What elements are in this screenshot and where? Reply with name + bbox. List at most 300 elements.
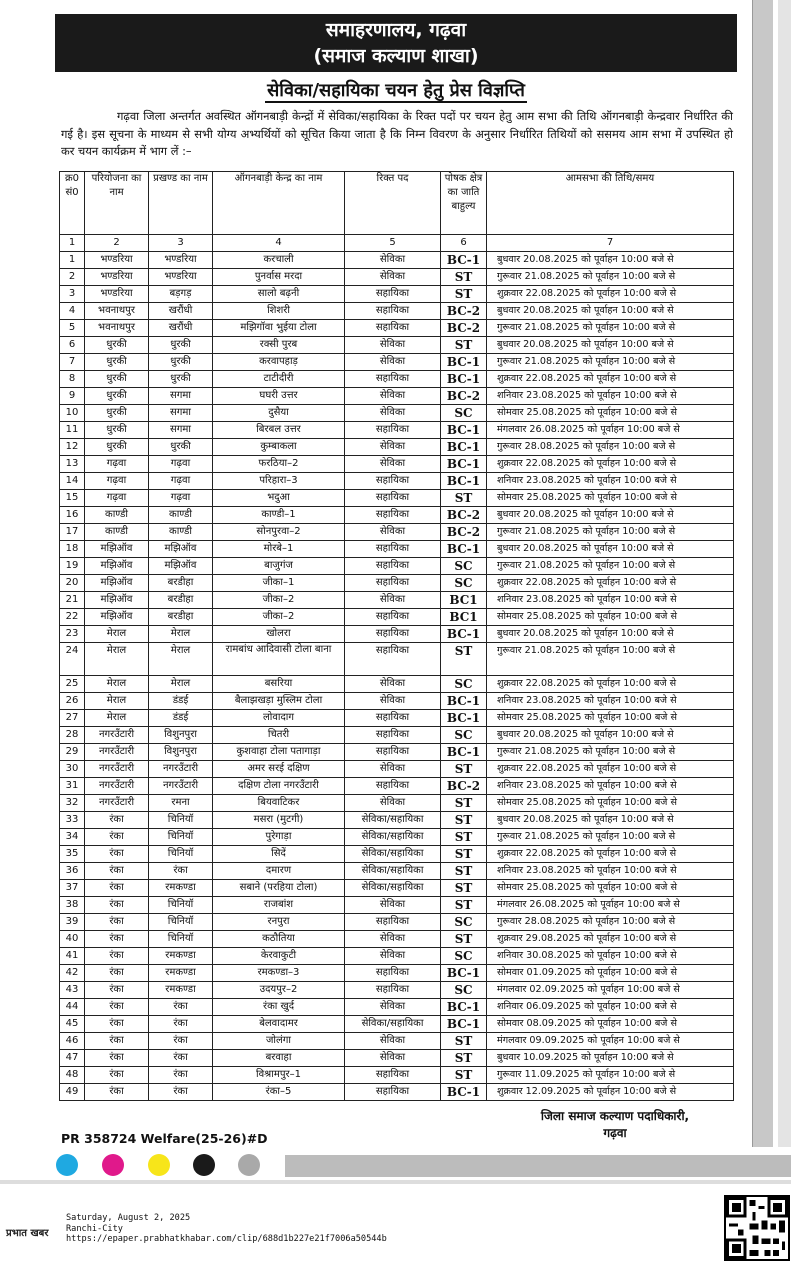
grey-band	[285, 1155, 791, 1177]
serial-number-cell: 1	[60, 252, 85, 269]
serial-number-cell: 3	[60, 286, 85, 303]
centre-name-cell: बाजुगंज	[213, 558, 345, 575]
centre-name-cell: केरवाकुटी	[213, 948, 345, 965]
vacant-post-cell: सेविका	[345, 337, 441, 354]
table-row	[60, 1067, 734, 1084]
project-name-cell: मझिऑव	[85, 592, 149, 609]
caste-category-cell: BC-1	[441, 541, 487, 558]
table-row	[60, 1033, 734, 1050]
caste-category-cell: BC-2	[441, 303, 487, 320]
vacant-post-cell: सेविका	[345, 354, 441, 371]
project-name-cell: काण्डी	[85, 524, 149, 541]
vacant-post-cell: सेविका	[345, 252, 441, 269]
block-name-cell: धुरकी	[149, 439, 213, 456]
meeting-date-cell: शुक्रवार 22.08.2025 को पूर्वाहन 10:00 बजे से	[487, 286, 734, 303]
table-row	[60, 676, 734, 693]
signatory-place: गढ़वा	[603, 1126, 627, 1140]
centre-name-cell: करचाली	[213, 252, 345, 269]
project-name-cell: मझिऑव	[85, 558, 149, 575]
table-row	[60, 320, 734, 337]
vacant-post-cell: सेविका	[345, 795, 441, 812]
block-name-cell: चिनियॉ	[149, 812, 213, 829]
vacant-post-cell: सहायिका	[345, 744, 441, 761]
vacant-post-cell: सहायिका	[345, 541, 441, 558]
table-row	[60, 473, 734, 490]
serial-number-cell: 24	[60, 643, 85, 676]
meeting-date-cell: शनिवार 23.08.2025 को पूर्वाहन 10:00 बजे से	[487, 592, 734, 609]
qr-code-icon[interactable]	[724, 1195, 790, 1261]
block-name-cell: सगमा	[149, 405, 213, 422]
column-number: 3	[149, 235, 213, 252]
vacant-post-cell: सहायिका	[345, 710, 441, 727]
project-name-cell: धुरकी	[85, 405, 149, 422]
meeting-date-cell: सोमवार 25.08.2025 को पूर्वाहन 10:00 बजे से	[487, 609, 734, 626]
meeting-date-cell: शुक्रवार 29.08.2025 को पूर्वाहन 10:00 बजे से	[487, 931, 734, 948]
block-name-cell: नगरउँटारी	[149, 761, 213, 778]
serial-number-cell: 46	[60, 1033, 85, 1050]
serial-number-cell: 38	[60, 897, 85, 914]
caste-category-cell: BC-2	[441, 778, 487, 795]
caste-category-cell: BC-1	[441, 626, 487, 643]
project-name-cell: रंका	[85, 1016, 149, 1033]
project-name-cell: मेराल	[85, 676, 149, 693]
column-header: प्रखण्ड का नाम	[149, 172, 213, 235]
centre-name-cell: दुसैया	[213, 405, 345, 422]
project-name-cell: भण्डरिया	[85, 269, 149, 286]
page-edge-strip	[778, 0, 791, 1147]
project-name-cell: रंका	[85, 863, 149, 880]
project-name-cell: नगरउँटारी	[85, 761, 149, 778]
project-name-cell: रंका	[85, 948, 149, 965]
column-number: 6	[441, 235, 487, 252]
column-header: क्र0 सं0	[60, 172, 85, 235]
centre-name-cell: सिदें	[213, 846, 345, 863]
meeting-date-cell: सोमवार 25.08.2025 को पूर्वाहन 10:00 बजे से	[487, 490, 734, 507]
centre-name-cell: मसरा (मुटगी)	[213, 812, 345, 829]
meeting-date-cell: सोमवार 08.09.2025 को पूर्वाहन 10:00 बजे से	[487, 1016, 734, 1033]
caste-category-cell: ST	[441, 269, 487, 286]
table-row	[60, 1016, 734, 1033]
caste-category-cell: ST	[441, 1033, 487, 1050]
vacant-post-cell: सेविका	[345, 693, 441, 710]
serial-number-cell: 44	[60, 999, 85, 1016]
meeting-date-cell: शुक्रवार 22.08.2025 को पूर्वाहन 10:00 बजे से	[487, 575, 734, 592]
block-name-cell: डंडई	[149, 710, 213, 727]
meeting-date-cell: शुक्रवार 22.08.2025 को पूर्वाहन 10:00 बजे से	[487, 371, 734, 388]
vacant-post-cell: सहायिका	[345, 575, 441, 592]
selection-schedule-table	[59, 171, 734, 1101]
vacant-post-cell: सेविका	[345, 405, 441, 422]
table-row	[60, 727, 734, 744]
block-name-cell: धुरकी	[149, 354, 213, 371]
table-row	[60, 1084, 734, 1101]
centre-name-cell: जीका–2	[213, 609, 345, 626]
meeting-date-cell: बुधवार 20.08.2025 को पूर्वाहन 10:00 बजे से	[487, 252, 734, 269]
centre-name-cell: सोनपुरवा–2	[213, 524, 345, 541]
caste-category-cell: ST	[441, 286, 487, 303]
signature-block	[495, 1108, 735, 1142]
project-name-cell: मेराल	[85, 710, 149, 727]
centre-name-cell: परिहारा–3	[213, 473, 345, 490]
table-row	[60, 626, 734, 643]
meeting-date-cell: बुधवार 20.08.2025 को पूर्वाहन 10:00 बजे से	[487, 626, 734, 643]
vacant-post-cell: सेविका	[345, 1050, 441, 1067]
registration-mark	[148, 1154, 170, 1176]
meeting-date-cell: गुरूवार 21.08.2025 को पूर्वाहन 10:00 बजे से	[487, 643, 734, 676]
table-row	[60, 405, 734, 422]
block-name-cell: डंडई	[149, 693, 213, 710]
centre-name-cell: रनपुरा	[213, 914, 345, 931]
centre-name-cell: चितरी	[213, 727, 345, 744]
serial-number-cell: 10	[60, 405, 85, 422]
table-row	[60, 863, 734, 880]
project-name-cell: नगरउँटारी	[85, 778, 149, 795]
clip-date: Saturday, August 2, 2025	[66, 1213, 191, 1223]
vacant-post-cell: सेविका	[345, 524, 441, 541]
table-row	[60, 490, 734, 507]
serial-number-cell: 37	[60, 880, 85, 897]
block-name-cell: खरौंधी	[149, 303, 213, 320]
caste-category-cell: BC1	[441, 592, 487, 609]
meeting-date-cell: सोमवार 25.08.2025 को पूर्वाहन 10:00 बजे से	[487, 405, 734, 422]
vacant-post-cell: सेविका	[345, 761, 441, 778]
table-row	[60, 524, 734, 541]
centre-name-cell: विश्रामपुर–1	[213, 1067, 345, 1084]
block-name-cell: सगमा	[149, 388, 213, 405]
serial-number-cell: 20	[60, 575, 85, 592]
table-row	[60, 456, 734, 473]
caste-category-cell: ST	[441, 829, 487, 846]
column-header: रिक्त पद	[345, 172, 441, 235]
table-row	[60, 948, 734, 965]
block-name-cell: चिनियॉ	[149, 829, 213, 846]
meeting-date-cell: शनिवार 06.09.2025 को पूर्वाहन 10:00 बजे से	[487, 999, 734, 1016]
project-name-cell: मझिऑव	[85, 541, 149, 558]
serial-number-cell: 14	[60, 473, 85, 490]
vacant-post-cell: सहायिका	[345, 490, 441, 507]
serial-number-cell: 30	[60, 761, 85, 778]
vacant-post-cell: सेविका	[345, 269, 441, 286]
table-row	[60, 609, 734, 626]
centre-name-cell: करवापहाड़	[213, 354, 345, 371]
project-name-cell: धुरकी	[85, 354, 149, 371]
intro-paragraph	[61, 108, 733, 161]
caste-category-cell: BC-1	[441, 439, 487, 456]
meeting-date-cell: मंगलवार 26.08.2025 को पूर्वाहन 10:00 बजे से	[487, 897, 734, 914]
table-row	[60, 643, 734, 676]
centre-name-cell: काण्डी–1	[213, 507, 345, 524]
serial-number-cell: 4	[60, 303, 85, 320]
centre-name-cell: दक्षिण टोला नगरउँटारी	[213, 778, 345, 795]
vacant-post-cell: सेविका	[345, 897, 441, 914]
adjacent-column-strip	[752, 0, 773, 1147]
table-row	[60, 422, 734, 439]
caste-category-cell: SC	[441, 405, 487, 422]
serial-number-cell: 32	[60, 795, 85, 812]
block-name-cell: मेराल	[149, 643, 213, 676]
table-row	[60, 880, 734, 897]
centre-name-cell: अमर सरई दक्षिण	[213, 761, 345, 778]
project-name-cell: रंका	[85, 982, 149, 999]
project-name-cell: रंका	[85, 880, 149, 897]
block-name-cell: विशुनपुरा	[149, 727, 213, 744]
table-row	[60, 592, 734, 609]
table-row	[60, 744, 734, 761]
block-name-cell: रंका	[149, 1067, 213, 1084]
project-name-cell: रंका	[85, 812, 149, 829]
vacant-post-cell: सहायिका	[345, 778, 441, 795]
meeting-date-cell: शुक्रवार 22.08.2025 को पूर्वाहन 10:00 बजे से	[487, 676, 734, 693]
serial-number-cell: 43	[60, 982, 85, 999]
vacant-post-cell: सहायिका	[345, 609, 441, 626]
block-name-cell: रंका	[149, 999, 213, 1016]
caste-category-cell: ST	[441, 337, 487, 354]
column-number: 5	[345, 235, 441, 252]
block-name-cell: नगरउँटारी	[149, 778, 213, 795]
vacant-post-cell: सेविका	[345, 439, 441, 456]
meeting-date-cell: गुरूवार 21.08.2025 को पूर्वाहन 10:00 बजे से	[487, 524, 734, 541]
block-name-cell: गढ़वा	[149, 490, 213, 507]
project-name-cell: रंका	[85, 1050, 149, 1067]
project-name-cell: रंका	[85, 999, 149, 1016]
table-row	[60, 252, 734, 269]
registration-mark	[102, 1154, 124, 1176]
table-row	[60, 269, 734, 286]
vacant-post-cell: सेविका	[345, 676, 441, 693]
registration-mark	[56, 1154, 78, 1176]
project-name-cell: रंका	[85, 829, 149, 846]
centre-name-cell: बसरिया	[213, 676, 345, 693]
table-row	[60, 439, 734, 456]
caste-category-cell: ST	[441, 846, 487, 863]
block-name-cell: काण्डी	[149, 507, 213, 524]
vacant-post-cell: सेविका/सहायिका	[345, 863, 441, 880]
project-name-cell: भवनाथपुर	[85, 320, 149, 337]
serial-number-cell: 28	[60, 727, 85, 744]
serial-number-cell: 36	[60, 863, 85, 880]
table-row	[60, 897, 734, 914]
meeting-date-cell: बुधवार 20.08.2025 को पूर्वाहन 10:00 बजे से	[487, 812, 734, 829]
caste-category-cell: SC	[441, 914, 487, 931]
vacant-post-cell: सहायिका	[345, 422, 441, 439]
block-name-cell: गढ़वा	[149, 473, 213, 490]
serial-number-cell: 12	[60, 439, 85, 456]
serial-number-cell: 2	[60, 269, 85, 286]
caste-category-cell: ST	[441, 643, 487, 676]
table-row	[60, 354, 734, 371]
centre-name-cell: बियवाटिकर	[213, 795, 345, 812]
column-header: ऑगनबाड़ी केन्द्र का नाम	[213, 172, 345, 235]
block-name-cell: रमना	[149, 795, 213, 812]
block-name-cell: धुरकी	[149, 337, 213, 354]
caste-category-cell: BC-1	[441, 744, 487, 761]
caste-category-cell: BC-1	[441, 965, 487, 982]
caste-category-cell: SC	[441, 982, 487, 999]
project-name-cell: रंका	[85, 897, 149, 914]
caste-category-cell: BC-1	[441, 1016, 487, 1033]
notice-title-wrap	[55, 78, 737, 102]
vacant-post-cell: सहायिका	[345, 965, 441, 982]
serial-number-cell: 15	[60, 490, 85, 507]
project-name-cell: मेराल	[85, 626, 149, 643]
vacant-post-cell: सहायिका	[345, 626, 441, 643]
vacant-post-cell: सहायिका	[345, 914, 441, 931]
serial-number-cell: 5	[60, 320, 85, 337]
centre-name-cell: जोलंगा	[213, 1033, 345, 1050]
centre-name-cell: मझिगॉवा भुईया टोला	[213, 320, 345, 337]
department-name: (समाज कल्याण शाखा)	[313, 45, 479, 67]
project-name-cell: रंका	[85, 931, 149, 948]
serial-number-cell: 16	[60, 507, 85, 524]
vacant-post-cell: सहायिका	[345, 286, 441, 303]
table-row	[60, 999, 734, 1016]
centre-name-cell: राजबांश	[213, 897, 345, 914]
block-name-cell: मझिऑव	[149, 558, 213, 575]
column-number: 2	[85, 235, 149, 252]
vacant-post-cell: सेविका	[345, 592, 441, 609]
block-name-cell: धुरकी	[149, 371, 213, 388]
vacant-post-cell: सेविका	[345, 388, 441, 405]
block-name-cell: मझिऑव	[149, 541, 213, 558]
caste-category-cell: ST	[441, 1067, 487, 1084]
project-name-cell: रंका	[85, 846, 149, 863]
caste-category-cell: BC-2	[441, 524, 487, 541]
column-number: 7	[487, 235, 734, 252]
meeting-date-cell: शनिवार 30.08.2025 को पूर्वाहन 10:00 बजे से	[487, 948, 734, 965]
block-name-cell: बरडीहा	[149, 609, 213, 626]
vacant-post-cell: सेविका	[345, 1033, 441, 1050]
table-row	[60, 286, 734, 303]
table-header-row	[60, 172, 734, 235]
block-name-cell: मेराल	[149, 676, 213, 693]
serial-number-cell: 48	[60, 1067, 85, 1084]
caste-category-cell: ST	[441, 761, 487, 778]
caste-category-cell: BC-1	[441, 354, 487, 371]
caste-category-cell: BC-2	[441, 507, 487, 524]
signatory-title: जिला समाज कल्याण पदाधिकारी,	[540, 1109, 690, 1123]
serial-number-cell: 11	[60, 422, 85, 439]
meeting-date-cell: सोमवार 25.08.2025 को पूर्वाहन 10:00 बजे से	[487, 880, 734, 897]
meeting-date-cell: बुधवार 20.08.2025 को पूर्वाहन 10:00 बजे से	[487, 727, 734, 744]
project-name-cell: रंका	[85, 1033, 149, 1050]
clip-url[interactable]: https://epaper.prabhatkhabar.com/clip/688d1b227e21f7006a50544b	[66, 1234, 387, 1244]
vacant-post-cell: सेविका	[345, 999, 441, 1016]
block-name-cell: भण्डरिया	[149, 269, 213, 286]
meeting-date-cell: गुरूवार 21.08.2025 को पूर्वाहन 10:00 बजे से	[487, 558, 734, 575]
block-name-cell: रंका	[149, 1084, 213, 1101]
block-name-cell: बरडीहा	[149, 575, 213, 592]
project-name-cell: नगरउँटारी	[85, 795, 149, 812]
centre-name-cell: सबाने (परहिया टोला)	[213, 880, 345, 897]
table-row	[60, 965, 734, 982]
vacant-post-cell: सहायिका	[345, 727, 441, 744]
serial-number-cell: 31	[60, 778, 85, 795]
caste-category-cell: BC-1	[441, 693, 487, 710]
centre-name-cell: उदयपुर–2	[213, 982, 345, 999]
table-row	[60, 846, 734, 863]
vacant-post-cell: सहायिका	[345, 507, 441, 524]
caste-category-cell: ST	[441, 931, 487, 948]
table-row	[60, 914, 734, 931]
caste-category-cell: BC-1	[441, 1084, 487, 1101]
office-name: समाहरणालय, गढ़वा	[325, 19, 467, 41]
block-name-cell: सगमा	[149, 422, 213, 439]
serial-number-cell: 45	[60, 1016, 85, 1033]
meeting-date-cell: गुरूवार 21.08.2025 को पूर्वाहन 10:00 बजे से	[487, 354, 734, 371]
project-name-cell: धुरकी	[85, 337, 149, 354]
caste-category-cell: BC-1	[441, 422, 487, 439]
serial-number-cell: 6	[60, 337, 85, 354]
table-row	[60, 795, 734, 812]
meeting-date-cell: शुक्रवार 22.08.2025 को पूर्वाहन 10:00 बजे से	[487, 761, 734, 778]
caste-category-cell: ST	[441, 863, 487, 880]
meeting-date-cell: शुक्रवार 12.09.2025 को पूर्वाहन 10:00 बजे से	[487, 1084, 734, 1101]
serial-number-cell: 26	[60, 693, 85, 710]
centre-name-cell: सालो बढ़नी	[213, 286, 345, 303]
centre-name-cell: रमकण्डा–3	[213, 965, 345, 982]
centre-name-cell: रंका–5	[213, 1084, 345, 1101]
clip-metadata	[66, 1213, 387, 1245]
meeting-date-cell: शनिवार 23.08.2025 को पूर्वाहन 10:00 बजे से	[487, 473, 734, 490]
table-row	[60, 1050, 734, 1067]
vacant-post-cell: सहायिका	[345, 303, 441, 320]
block-name-cell: रमकण्डा	[149, 965, 213, 982]
table-row	[60, 931, 734, 948]
table-row	[60, 507, 734, 524]
meeting-date-cell: शनिवार 23.08.2025 को पूर्वाहन 10:00 बजे से	[487, 863, 734, 880]
table-row	[60, 541, 734, 558]
block-name-cell: चिनियॉ	[149, 931, 213, 948]
vacant-post-cell: सहायिका	[345, 643, 441, 676]
vacant-post-cell: सेविका	[345, 948, 441, 965]
project-name-cell: धुरकी	[85, 439, 149, 456]
caste-category-cell: BC-2	[441, 320, 487, 337]
centre-name-cell: भदुआ	[213, 490, 345, 507]
meeting-date-cell: मंगलवार 09.09.2025 को पूर्वाहन 10:00 बजे से	[487, 1033, 734, 1050]
project-name-cell: रंका	[85, 1067, 149, 1084]
centre-name-cell: बैलाझखड़ा मुस्लिम टोला	[213, 693, 345, 710]
meeting-date-cell: मंगलवार 26.08.2025 को पूर्वाहन 10:00 बजे से	[487, 422, 734, 439]
block-name-cell: खरौंधी	[149, 320, 213, 337]
meeting-date-cell: मंगलवार 02.09.2025 को पूर्वाहन 10:00 बजे से	[487, 982, 734, 999]
column-header: परियोजना का नाम	[85, 172, 149, 235]
vacant-post-cell: सेविका	[345, 931, 441, 948]
table-row	[60, 575, 734, 592]
project-name-cell: गढ़वा	[85, 473, 149, 490]
serial-number-cell: 8	[60, 371, 85, 388]
block-name-cell: रंका	[149, 1016, 213, 1033]
project-name-cell: भण्डरिया	[85, 252, 149, 269]
centre-name-cell: पुनर्वास मरदा	[213, 269, 345, 286]
table-row	[60, 710, 734, 727]
serial-number-cell: 23	[60, 626, 85, 643]
block-name-cell: गढ़वा	[149, 456, 213, 473]
table-row	[60, 778, 734, 795]
meeting-date-cell: गुरूवार 11.09.2025 को पूर्वाहन 10:00 बजे से	[487, 1067, 734, 1084]
block-name-cell: बरडीहा	[149, 592, 213, 609]
block-name-cell: रमकण्डा	[149, 948, 213, 965]
project-name-cell: धुरकी	[85, 422, 149, 439]
caste-category-cell: SC	[441, 575, 487, 592]
caste-category-cell: SC	[441, 948, 487, 965]
meeting-date-cell: बुधवार 20.08.2025 को पूर्वाहन 10:00 बजे से	[487, 337, 734, 354]
grey-rule	[0, 1180, 791, 1184]
centre-name-cell: रंका खुर्द	[213, 999, 345, 1016]
vacant-post-cell: सेविका/सहायिका	[345, 829, 441, 846]
project-name-cell: गढ़वा	[85, 456, 149, 473]
vacant-post-cell: सहायिका	[345, 1084, 441, 1101]
serial-number-cell: 13	[60, 456, 85, 473]
